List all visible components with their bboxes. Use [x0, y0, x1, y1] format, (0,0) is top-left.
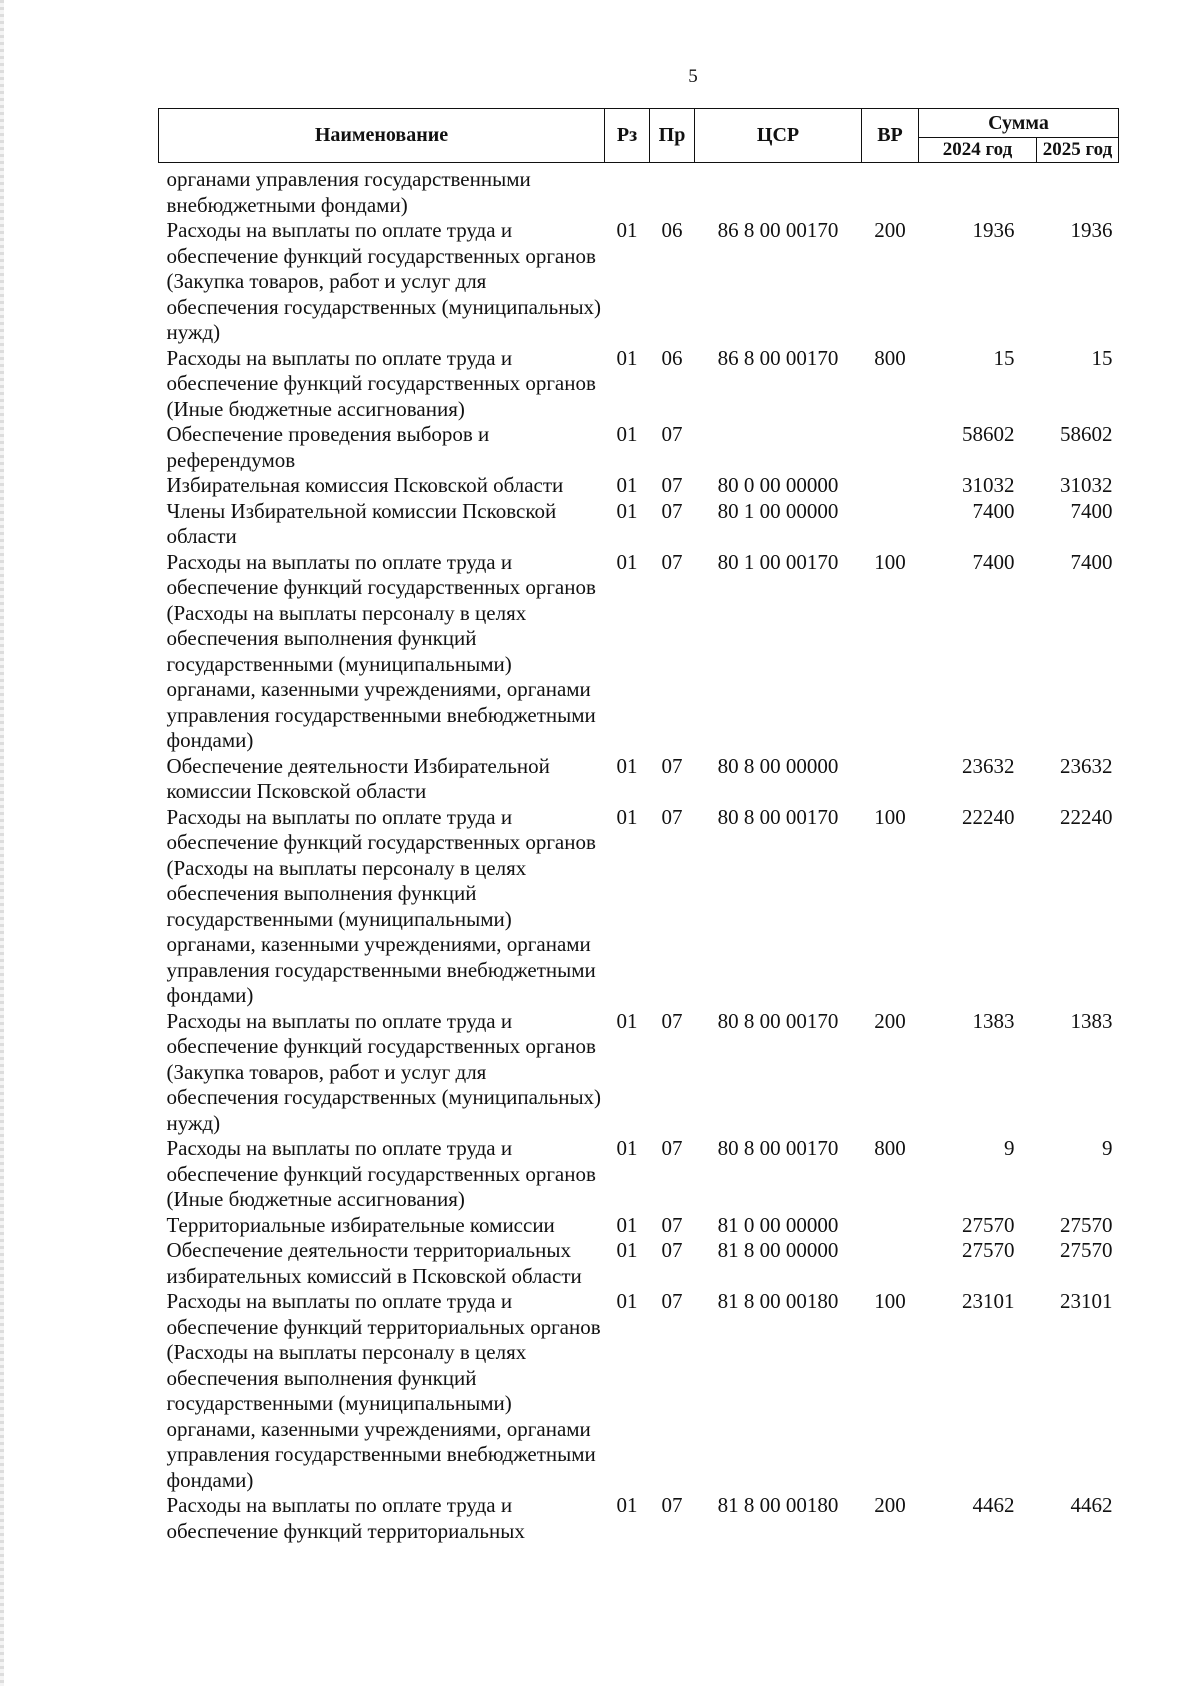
csr-cell: 86 8 00 00170: [717, 218, 839, 242]
sum-2025-cell: 1936: [1070, 218, 1113, 242]
vr-cell: 200: [874, 218, 906, 242]
sum-2025-cell: 7400: [1070, 498, 1113, 523]
rz-cell: 01: [616, 345, 638, 370]
csr-cell: 80 8 00 00170: [717, 1008, 839, 1033]
header-csr: ЦСР: [695, 109, 862, 163]
pr-cell: 07: [661, 753, 683, 778]
table-row: [159, 1213, 1119, 1239]
vr-cell: 200: [874, 1008, 906, 1033]
rz-cell: 01: [616, 218, 638, 242]
table-row: [159, 1238, 1119, 1289]
sum-2024-cell: 23632: [962, 753, 1015, 778]
csr-cell: [695, 422, 862, 473]
sum-2025-cell: 27570: [1060, 1238, 1113, 1262]
header-name: Наименование: [159, 109, 605, 163]
vr-cell: 800: [874, 1136, 906, 1160]
rz-cell: 01: [616, 1008, 638, 1033]
pr-cell: 07: [661, 422, 683, 446]
rz-cell: 01: [616, 1289, 638, 1313]
budget-table: [158, 108, 1119, 1544]
sum-2024-cell: 15: [993, 345, 1015, 370]
vr-cell: 100: [874, 804, 906, 829]
table-row: [159, 1289, 1119, 1493]
sum-2024-cell: 1383: [972, 1008, 1015, 1033]
sum-2024-cell: 7400: [972, 498, 1015, 523]
sum-2024-cell: 1936: [972, 218, 1015, 242]
header-year-2024: 2024 год: [919, 138, 1037, 163]
rz-cell: 01: [616, 1493, 638, 1517]
sum-2025-cell: 7400: [1070, 549, 1113, 574]
table-header: [159, 109, 1119, 163]
header-vr: ВР: [862, 109, 919, 163]
sum-2025-cell: 9: [1102, 1136, 1113, 1160]
csr-cell: 80 0 00 00000: [717, 473, 839, 497]
rz-cell: 01: [616, 498, 638, 523]
sum-2025-cell: 23101: [1060, 1289, 1113, 1313]
vr-cell: 200: [874, 1493, 906, 1517]
vr-cell: [862, 754, 919, 805]
name-cell: Расходы на выплаты по оплате труда и обеспечение функций государственных органов (Иные бюджетные ассигнования): [166, 1136, 596, 1211]
name-cell: Расходы на выплаты по оплате труда и обеспечение функций государственных органов (Закупка товаров, работ и услуг для обеспечения государственных (муниципальных) нужд): [166, 1008, 602, 1135]
table-row: [159, 754, 1119, 805]
table-row: [159, 550, 1119, 754]
table-row: [159, 1009, 1119, 1137]
vr-cell: 800: [874, 345, 906, 370]
name-cell: Территориальные избирательные комиссии: [166, 1212, 555, 1237]
rz-cell: 01: [616, 473, 638, 497]
csr-cell: 80 1 00 00170: [717, 549, 839, 574]
header-year-2025: 2025 год: [1037, 138, 1119, 163]
name-cell: Члены Избирательной комиссии Псковской области: [166, 498, 557, 548]
pr-cell: 07: [661, 549, 683, 574]
name-cell: Расходы на выплаты по оплате труда и обеспечение функций государственных органов (Закупка товаров, работ и услуг для обеспечения государственных (муниципальных) нужд): [166, 218, 602, 344]
rz-cell: 01: [616, 549, 638, 574]
name-cell: Расходы на выплаты по оплате труда и обеспечение функций территориальных органов (Расходы на выплаты персоналу в целях обеспечения выполнения функций государственными (муниципальными) органами, казенными учреждениями, органами управления государственными внебюджетными фондами): [166, 1289, 601, 1492]
vr-cell: 100: [874, 549, 906, 574]
sum-2025-cell: 23632: [1060, 753, 1113, 778]
csr-cell: 80 8 00 00170: [717, 1136, 839, 1160]
pr-cell: 07: [661, 1289, 683, 1313]
sum-2025-cell: 27570: [1060, 1212, 1113, 1237]
name-cell: Расходы на выплаты по оплате труда и обеспечение функций государственных органов (Иные бюджетные ассигнования): [166, 345, 596, 421]
rz-cell: 01: [616, 753, 638, 778]
sum-2025-cell: 1383: [1070, 1008, 1113, 1033]
page-number: 5: [688, 66, 698, 87]
table-body: [159, 163, 1119, 1545]
table-row: [159, 163, 1119, 219]
csr-cell: 86 8 00 00170: [717, 345, 839, 370]
sum-2024-cell: 58602: [962, 422, 1015, 446]
sum-2024-cell: 27570: [962, 1212, 1015, 1237]
pr-cell: 07: [661, 498, 683, 523]
name-cell: Расходы на выплаты по оплате труда и обеспечение функций государственных органов (Расходы на выплаты персоналу в целях обеспечения выполнения функций государственными (муниципальными) органами, казенными учреждениями, органами управления государственными внебюджетными фондами): [166, 804, 596, 1007]
sum-2024-cell: 22240: [962, 804, 1015, 829]
vr-cell: [862, 1213, 919, 1239]
csr-cell: 81 0 00 00000: [717, 1212, 839, 1237]
vr-cell: [862, 422, 919, 473]
name-cell: Обеспечение проведения выборов и референдумов: [166, 422, 490, 472]
name-cell: Избирательная комиссия Псковской области: [166, 473, 564, 497]
header-rz: Рз: [605, 109, 650, 163]
pr-cell: 07: [661, 1238, 683, 1262]
csr-cell: 80 8 00 00000: [717, 753, 839, 778]
sum-2024-cell: 9: [1004, 1136, 1015, 1160]
sum-2024-cell: 27570: [962, 1238, 1015, 1262]
name-cell: Обеспечение деятельности Избирательной комиссии Псковской области: [166, 753, 550, 803]
table-row: [159, 1136, 1119, 1213]
sum-2024-cell: [919, 163, 1037, 219]
table-row: [159, 805, 1119, 1009]
sum-2024-cell: 31032: [962, 473, 1015, 497]
pr-cell: 06: [661, 345, 683, 370]
pr-cell: 07: [661, 1493, 683, 1517]
header-sum: Сумма: [919, 109, 1119, 138]
sum-2025-cell: 15: [1091, 345, 1113, 370]
pr-cell: [650, 163, 695, 219]
sum-2025-cell: 58602: [1060, 422, 1113, 446]
name-cell: Расходы на выплаты по оплате труда и обеспечение функций территориальных: [166, 1493, 525, 1543]
table-row: [159, 1493, 1119, 1544]
csr-cell: 80 8 00 00170: [717, 804, 839, 829]
vr-cell: [862, 1238, 919, 1289]
csr-cell: 80 1 00 00000: [717, 498, 839, 523]
table-row: [159, 473, 1119, 499]
table-row: [159, 218, 1119, 346]
name-cell: органами управления государственными внебюджетными фондами): [166, 167, 531, 217]
rz-cell: [605, 163, 650, 219]
scan-edge: [0, 0, 4, 1686]
sum-2024-cell: 4462: [972, 1493, 1015, 1517]
rz-cell: 01: [616, 1212, 638, 1237]
csr-cell: 81 8 00 00180: [717, 1493, 839, 1517]
rz-cell: 01: [616, 804, 638, 829]
pr-cell: 07: [661, 1008, 683, 1033]
csr-cell: 81 8 00 00000: [717, 1238, 839, 1262]
sum-2025-cell: 22240: [1060, 804, 1113, 829]
vr-cell: [862, 473, 919, 499]
pr-cell: 07: [661, 1212, 683, 1237]
sum-2024-cell: 23101: [962, 1289, 1015, 1313]
vr-cell: 100: [874, 1289, 906, 1313]
pr-cell: 07: [661, 473, 683, 497]
table-row: [159, 346, 1119, 423]
vr-cell: [862, 163, 919, 219]
table-row: [159, 422, 1119, 473]
rz-cell: 01: [616, 422, 638, 446]
csr-cell: [695, 163, 862, 219]
table-row: [159, 499, 1119, 550]
rz-cell: 01: [616, 1136, 638, 1160]
name-cell: Расходы на выплаты по оплате труда и обеспечение функций государственных органов (Расходы на выплаты персоналу в целях обеспечения выполнения функций государственными (муниципальными) органами, казенными учреждениями, органами управления государственными внебюджетными фондами): [166, 549, 596, 752]
vr-cell: [862, 499, 919, 550]
sum-2025-cell: 4462: [1070, 1493, 1113, 1517]
pr-cell: 06: [661, 218, 683, 242]
sum-2025-cell: [1037, 163, 1119, 219]
sum-2024-cell: 7400: [972, 549, 1015, 574]
csr-cell: 81 8 00 00180: [717, 1289, 839, 1313]
pr-cell: 07: [661, 804, 683, 829]
rz-cell: 01: [616, 1238, 638, 1262]
pr-cell: 07: [661, 1136, 683, 1160]
header-pr: Пр: [650, 109, 695, 163]
sum-2025-cell: 31032: [1060, 473, 1113, 497]
name-cell: Обеспечение деятельности территориальных избирательных комиссий в Псковской области: [166, 1238, 582, 1288]
